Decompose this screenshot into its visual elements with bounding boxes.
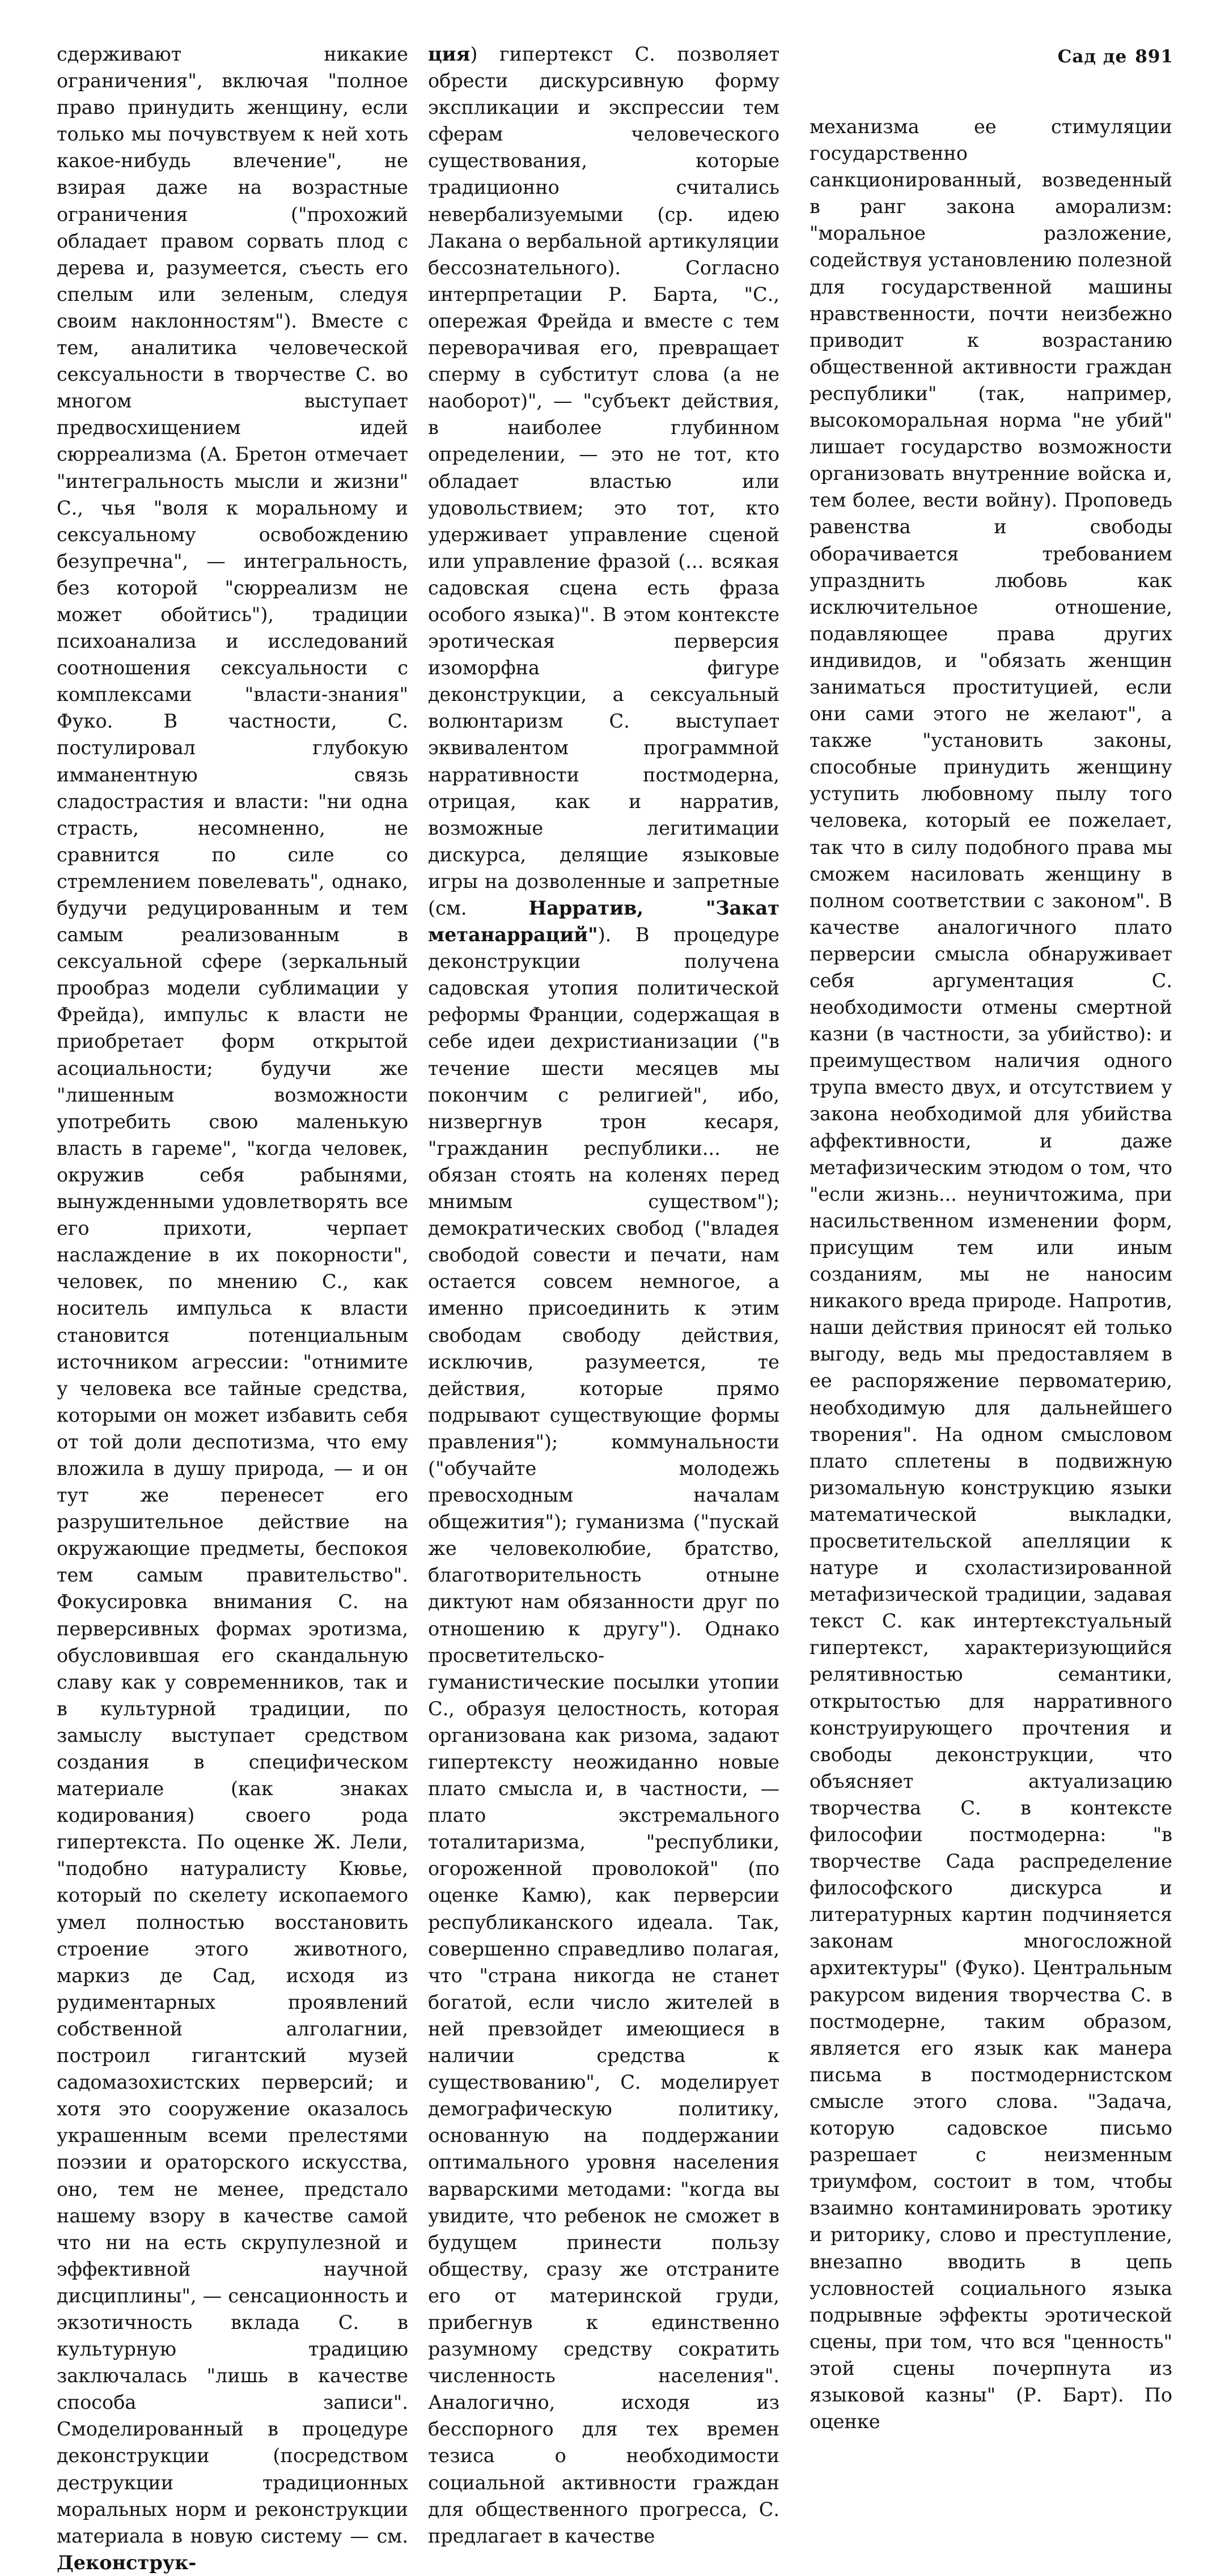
- text-column-3: [810, 113, 1172, 2433]
- column-2-text-part-2: ). В процедуре деконструкции получена садовская утопия политической реформы Франции, содержащая в себе идеи дехристианизации ("в течение шести месяцев мы покончим с религией", ибо, низвергнув трон кесаря, "гражданин республики... не обязан стоять на коленях перед мнимым существом"); демократических свобод ("владея свободой совести и печати, нам остается совсем немногое, а именно присоединить к этим свободам свободу действия, исключив, разумеется, те действия, которые прямо подрывают существующие формы правления"); коммунальности ("обучайте молодежь превосходным началам общежития"); гуманизма ("пускай же человеколюбие, братство, благотворительность отныне диктуют нам обязанности друг по отношению к другу"). Однако просветительско-гуманистические посылки утопии С., образуя целостность, которая организована как ризома, задают гипертексту неожиданно новые плато смысла и, в частности, — плато экстремального тоталитаризма, "республики, огороженной проволокой" (по оценке Камю), как перверсии республиканского идеала. Так, совершенно справедливо полагая, что "страна никогда не станет богатой, если число жителей в ней превзойдет имеющиеся в наличии средства к существованию", С. моделирует демографическую политику, основанную на поддержании оптимального уровня населения варварскими методами: "когда вы увидите, что ребенок не сможет в будущем принести пользу обществу, сразу же отстраните его от материнской груди, прибегнув к единственно разумному средству сократить численность населения". Аналогично, исходя из бесспорного для тех времен тезиса о необходимости социальной активности граждан для общественного прогресса, С. предлагает в качестве: [428, 924, 779, 2547]
- running-head-title: Сад де: [1057, 46, 1128, 67]
- text-column-2: [428, 41, 779, 2547]
- column-1-paragraph: [57, 41, 408, 2576]
- column-2-paragraph: [428, 41, 779, 2549]
- column-3-text: механизма ее стимуляции государственно санкционированный, возведенный в ранг закона аморализм: "моральное разложение, содействуя установлению полезной для государственной машины нравственности, почти неизбежно приводит к возрастанию общественной активности граждан республики" (так, например, высокоморальная норма "не убий" лишает государство возможности организовать внутренние войска и, тем более, вести войну). Проповедь равенства и свободы оборачивается требованием упразднить любовь как исключительное отношение, подавляющее права других индивидов, и "обязать женщин заниматься проституцией, если они сами этого не желают", а также "установить законы, способные принудить женщину уступить любовному пылу того человека, который ее пожелает, так что в силу подобного права мы сможем насиловать женщину в полном соответствии с законом". В качестве аналогичного плато перверсии смысла обнаруживает себя аргументация С. необходимости отмены смертной казни (в частности, за убийство): и преимуществом наличия одного трупа вместо двух, и отсутствием у закона необходимой для убийства аффективности, и даже метафизическим этюдом о том, что "если жизнь... неуничтожима, при насильственном изменении форм, присущим тем или иным созданиям, мы не наносим никакого вреда природе. Напротив, наши действия приносят ей только выгоду, ведь мы предоставляем в ее распоряжение первоматерию, необходимую для дальнейшего творения". На одном смысловом плато сплетены в подвижную ризомальную конструкцию языки математической выкладки, просветительской апелляции к натуре и схоластизированной метафизической традиции, задавая текст С. как интертекстуальный гипертекст, характеризующийся релятивностью семантики, открытостью для нарративного конструирующего прочтения и свободы деконструкции, что объясняет актуализацию творчества С. в контексте философии постмодерна: "в творчестве Сада распределение философского дискурса и литературных картин подчиняется законам многосложной архитектуры" (Фуко). Центральным ракурсом видения творчества С. в постмодерне, таким образом, является его язык как манера письма в постмодернистском смысле этого слова. "Задача, которую садовское письмо разрешает с неизменным триумфом, состоит в том, чтобы взаимно контаминировать эротику и риторику, слово и преступление, внезапно вводить в цепь условностей социального языка подрывные эффекты эротической сцены, при том, что вся "ценность" этой сцены почерпнута из языковой казны" (Р. Барт). По оценке: [810, 116, 1172, 2433]
- cross-ref-narrative: Нарратив, "Закат метанарраций": [428, 897, 779, 946]
- page-number: 891: [1135, 46, 1173, 67]
- column-1-text: сдерживают никакие ограничения", включая "полное право принудить женщину, если только мы почувствуем к ней хоть какое-нибудь влечение", не взирая даже на возрастные ограничения ("прохожий обладает правом сорвать плод с дерева и, разумеется, съесть его спелым или зеленым, следуя своим наклонностям"). Вместе с тем, аналитика человеческой сексуальности в творчестве С. во многом выступает предвосхищением идей сюрреализма (А. Бретон отмечает "интегральность мысли и жизни" С., чья "воля к моральному и сексуальному освобождению безупречна", — интегральность, без которой "сюрреализм не может обойтись"), традиции психоанализа и исследований соотношения сексуальности с комплексами "власти-знания" Фуко. В частности, С. постулировал глубокую имманентную связь сладострастия и власти: "ни одна страсть, несомненно, не сравнится по силе со стремлением повелевать", однако, будучи редуцированным и тем самым реализованным в сексуальной сфере (зеркальный прообраз модели сублимации у Фрейда), импульс к власти не приобретает форм открытой асоциальности; будучи же "лишенным возможности употребить свою маленькую власть в гареме", "когда человек, окружив себя рабынями, вынужденными удовлетворять все его прихоти, черпает наслаждение в их покорности", человек, по мнению С., как носитель импульса к власти становится потенциальным источником агрессии: "отнимите у человека все тайные средства, которыми он может избавить себя от той доли деспотизма, что ему вложила в душу природа, — и он тут же перенесет его разрушительное действие на окружающие предметы, беспокоя тем самым правительство". Фокусировка внимания С. на перверсивных формах эротизма, обусловившая его скандальную славу как у современников, так и в культурной традиции, по замыслу выступает средством создания в специфическом материале (как знаках кодирования) своего рода гипертекста. По оценке Ж. Лели, "подобно натуралисту Кювье, который по скелету ископаемого умел полностью восстановить строение этого животного, маркиз де Сад, исходя из рудиментарных проявлений собственной алголагнии, построил гигантский музей садомазохистских перверсий; и хотя это сооружение оказалось украшенным всеми прелестями поэзии и ораторского искусства, оно, тем не менее, предстало нашему взору в качестве самой что ни на есть скрупулезной и эффективной научной дисциплины", — сенсационность и экзотичность вклада С. в культурную традицию заключалась "лишь в качестве способа записи". Смоделированный в процедуре деконструкции (посредством деструкции традиционных моральных норм и реконструкции материала в новую систему — см.: [57, 43, 408, 2547]
- cross-ref-deconstruction-end: ция: [428, 43, 471, 65]
- column-2-text-part-1: ) гипертекст С. позволяет обрести дискурсивную форму экспликации и экспрессии тем сферам человеческого существования, которые традиционно считались невербализуемыми (ср. идею Лакана о вербальной артикуляции бессознательного). Согласно интерпретации Р. Барта, "С., опережая Фрейда и вместе с тем переворачивая его, превращает сперму в субститут слова (а не наоборот)", — "субъект действия, в наиболее глубинном определении, — это не тот, кто обладает властью или удовольствием; это тот, кто удерживает управление сценой или управление фразой (... всякая садовская сцена есть фраза особого языка)". В этом контексте эротическая перверсия изоморфна фигуре деконструкции, а сексуальный волюнтаризм С. выступает эквивалентом программной нарративности постмодерна, отрицая, как и нарратив, возможные легитимации дискурса, делящие языковые игры на дозволенные и запретные (см.: [428, 43, 779, 919]
- running-head: [1058, 46, 1173, 67]
- cross-ref-deconstruction: Деконструк-: [57, 2551, 197, 2574]
- column-3-paragraph: [810, 113, 1172, 2435]
- text-column-1: [57, 41, 408, 2574]
